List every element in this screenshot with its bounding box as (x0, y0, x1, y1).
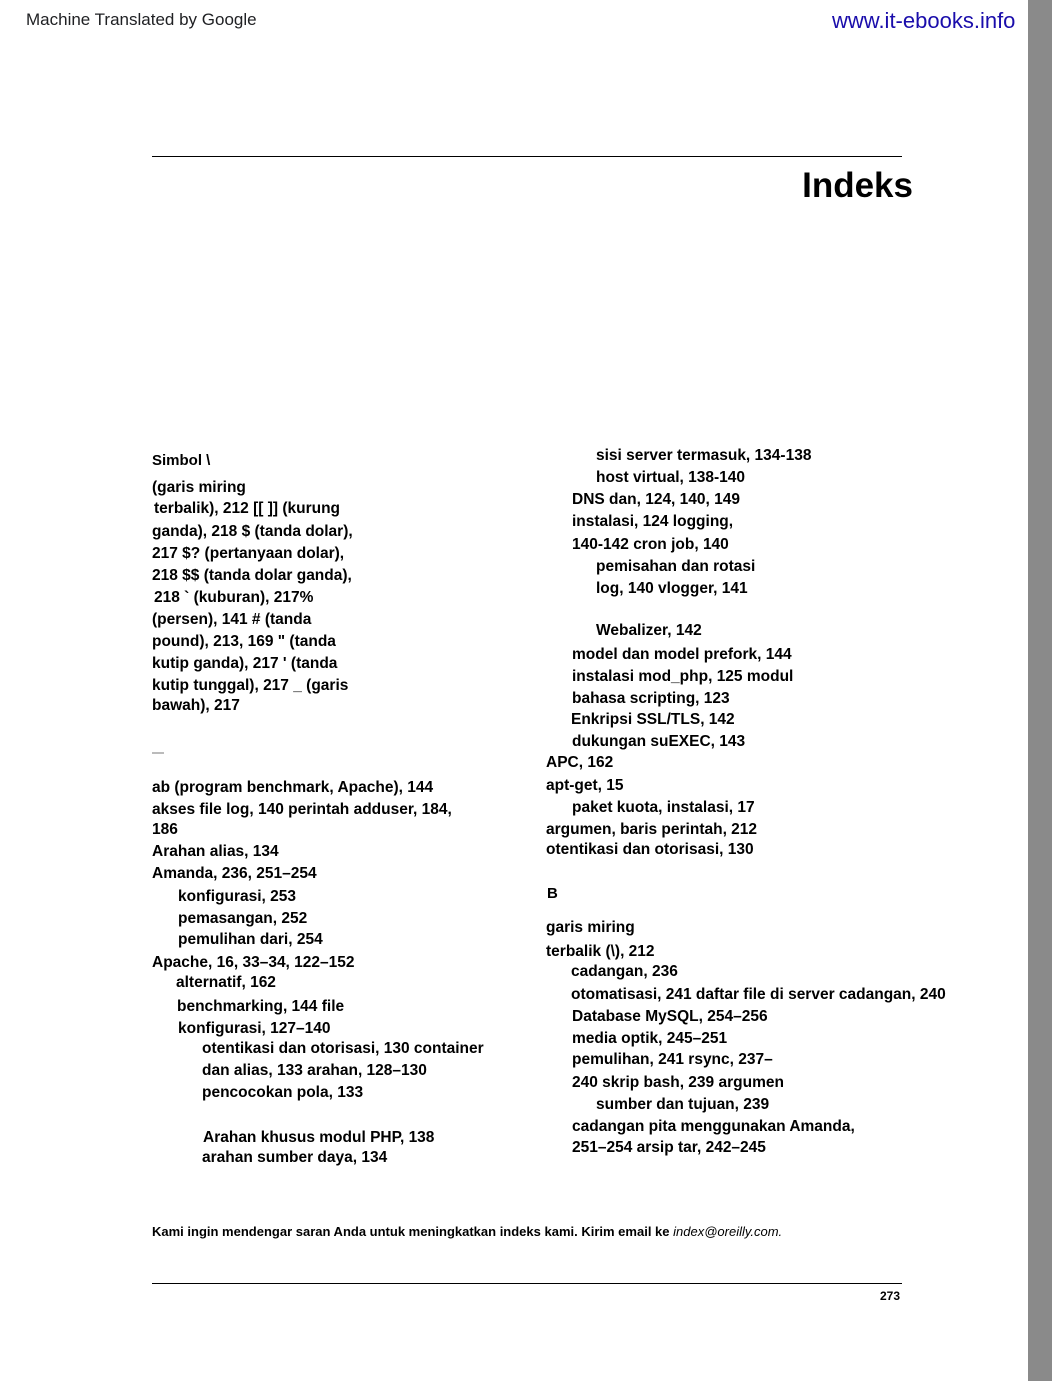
index-entry: 186 (152, 821, 178, 838)
index-subentry: 240 skrip bash, 239 argumen (572, 1074, 784, 1091)
index-entry: Apache, 16, 33–34, 122–152 (152, 954, 355, 971)
index-subsubentry: pemisahan dan rotasi (596, 558, 756, 575)
index-subentry: alternatif, 162 (176, 974, 276, 991)
feedback-text: Kami ingin mendengar saran Anda untuk meningkatkan indeks kami. Kirim email ke (152, 1224, 670, 1239)
index-entry: ab (program benchmark, Apache), 144 (152, 779, 434, 796)
index-entry: pound), 213, 169 " (tanda (152, 633, 336, 650)
index-subentry: benchmarking, 144 file (177, 998, 345, 1015)
page-number: 273 (880, 1289, 901, 1303)
index-subentry: instalasi mod_php, 125 modul (572, 668, 794, 685)
scrollbar[interactable] (1028, 0, 1052, 1381)
feedback-email[interactable]: index@oreilly.com. (673, 1224, 783, 1239)
section-a-marker (152, 752, 164, 754)
index-subsubentry: otentikasi dan otorisasi, 130 container (202, 1040, 484, 1057)
section-heading-b: B (547, 885, 558, 902)
index-entry: (garis miring (152, 479, 246, 496)
index-subentry: otomatisasi, 241 daftar file di server cadangan, 240 (571, 986, 946, 1003)
index-entry: 218 ` (kuburan), 217% (154, 589, 314, 606)
index-entry: ganda), 218 $ (tanda dolar), (152, 523, 353, 540)
index-entry: 218 $$ (tanda dolar ganda), (152, 567, 352, 584)
index-entry: 217 $? (pertanyaan dolar), (152, 545, 345, 562)
index-subsubentry: pencocokan pola, 133 (202, 1084, 364, 1101)
machine-translated-label: Machine Translated by Google (26, 10, 257, 29)
index-entry: APC, 162 (546, 754, 614, 771)
index-subentry: paket kuota, instalasi, 17 (572, 799, 755, 816)
index-subentry: model dan model prefork, 144 (572, 646, 792, 663)
index-entry: terbalik (\), 212 (546, 943, 655, 960)
index-subsubentry: dan alias, 133 arahan, 128–130 (202, 1062, 427, 1079)
index-subsubentry: host virtual, 138-140 (596, 469, 746, 486)
index-entry: kutip tunggal), 217 _ (garis (152, 677, 349, 694)
index-subentry: pemasangan, 252 (178, 910, 308, 927)
index-entry: garis miring (546, 919, 635, 936)
index-subentry: pemulihan dari, 254 (178, 931, 323, 948)
index-subentry: dukungan suEXEC, 143 (572, 733, 746, 750)
section-heading-symbols: Simbol \ (152, 452, 211, 469)
page-title: Indeks (802, 166, 913, 205)
index-subentry: Database MySQL, 254–256 (572, 1008, 768, 1025)
index-subentry: pemulihan, 241 rsync, 237– (572, 1051, 773, 1068)
index-subsubentry: sumber dan tujuan, 239 (596, 1096, 770, 1113)
top-rule (152, 156, 902, 157)
index-subentry: konfigurasi, 253 (178, 888, 297, 905)
index-entry: bawah), 217 (152, 697, 240, 714)
index-entry: otentikasi dan otorisasi, 130 (546, 841, 754, 858)
index-subentry: 251–254 arsip tar, 242–245 (572, 1139, 766, 1156)
index-subentry: 140-142 cron job, 140 (572, 536, 729, 553)
index-subentry: Enkripsi SSL/TLS, 142 (571, 711, 735, 728)
index-entry: argumen, baris perintah, 212 (546, 821, 758, 838)
site-link[interactable]: www.it-ebooks.info (832, 8, 1016, 33)
index-entry: apt-get, 15 (546, 777, 624, 794)
index-entry: akses file log, 140 perintah adduser, 184, (152, 801, 452, 818)
index-entry: kutip ganda), 217 ' (tanda (152, 655, 338, 672)
index-entry: Arahan alias, 134 (152, 843, 279, 860)
index-entry: (persen), 141 # (tanda (152, 611, 312, 628)
index-subentry: media optik, 245–251 (572, 1030, 728, 1047)
index-subentry: bahasa scripting, 123 (572, 690, 730, 707)
index-subsubentry: Webalizer, 142 (596, 622, 702, 639)
index-subentry: DNS dan, 124, 140, 149 (572, 491, 741, 508)
index-subentry: cadangan pita menggunakan Amanda, (572, 1118, 855, 1135)
index-subentry: cadangan, 236 (571, 963, 678, 980)
index-subsubentry: arahan sumber daya, 134 (202, 1149, 388, 1166)
index-subentry: instalasi, 124 logging, (572, 513, 734, 530)
index-subsubentry: sisi server termasuk, 134-138 (596, 447, 812, 464)
index-subsubentry: log, 140 vlogger, 141 (596, 580, 748, 597)
bottom-rule (152, 1283, 902, 1284)
index-entry: terbalik), 212 [[ ]] (kurung (154, 500, 341, 517)
index-entry: Amanda, 236, 251–254 (152, 865, 317, 882)
index-subentry: konfigurasi, 127–140 (178, 1020, 331, 1037)
feedback-note (152, 1224, 782, 1239)
index-subsubentry: Arahan khusus modul PHP, 138 (203, 1129, 435, 1146)
